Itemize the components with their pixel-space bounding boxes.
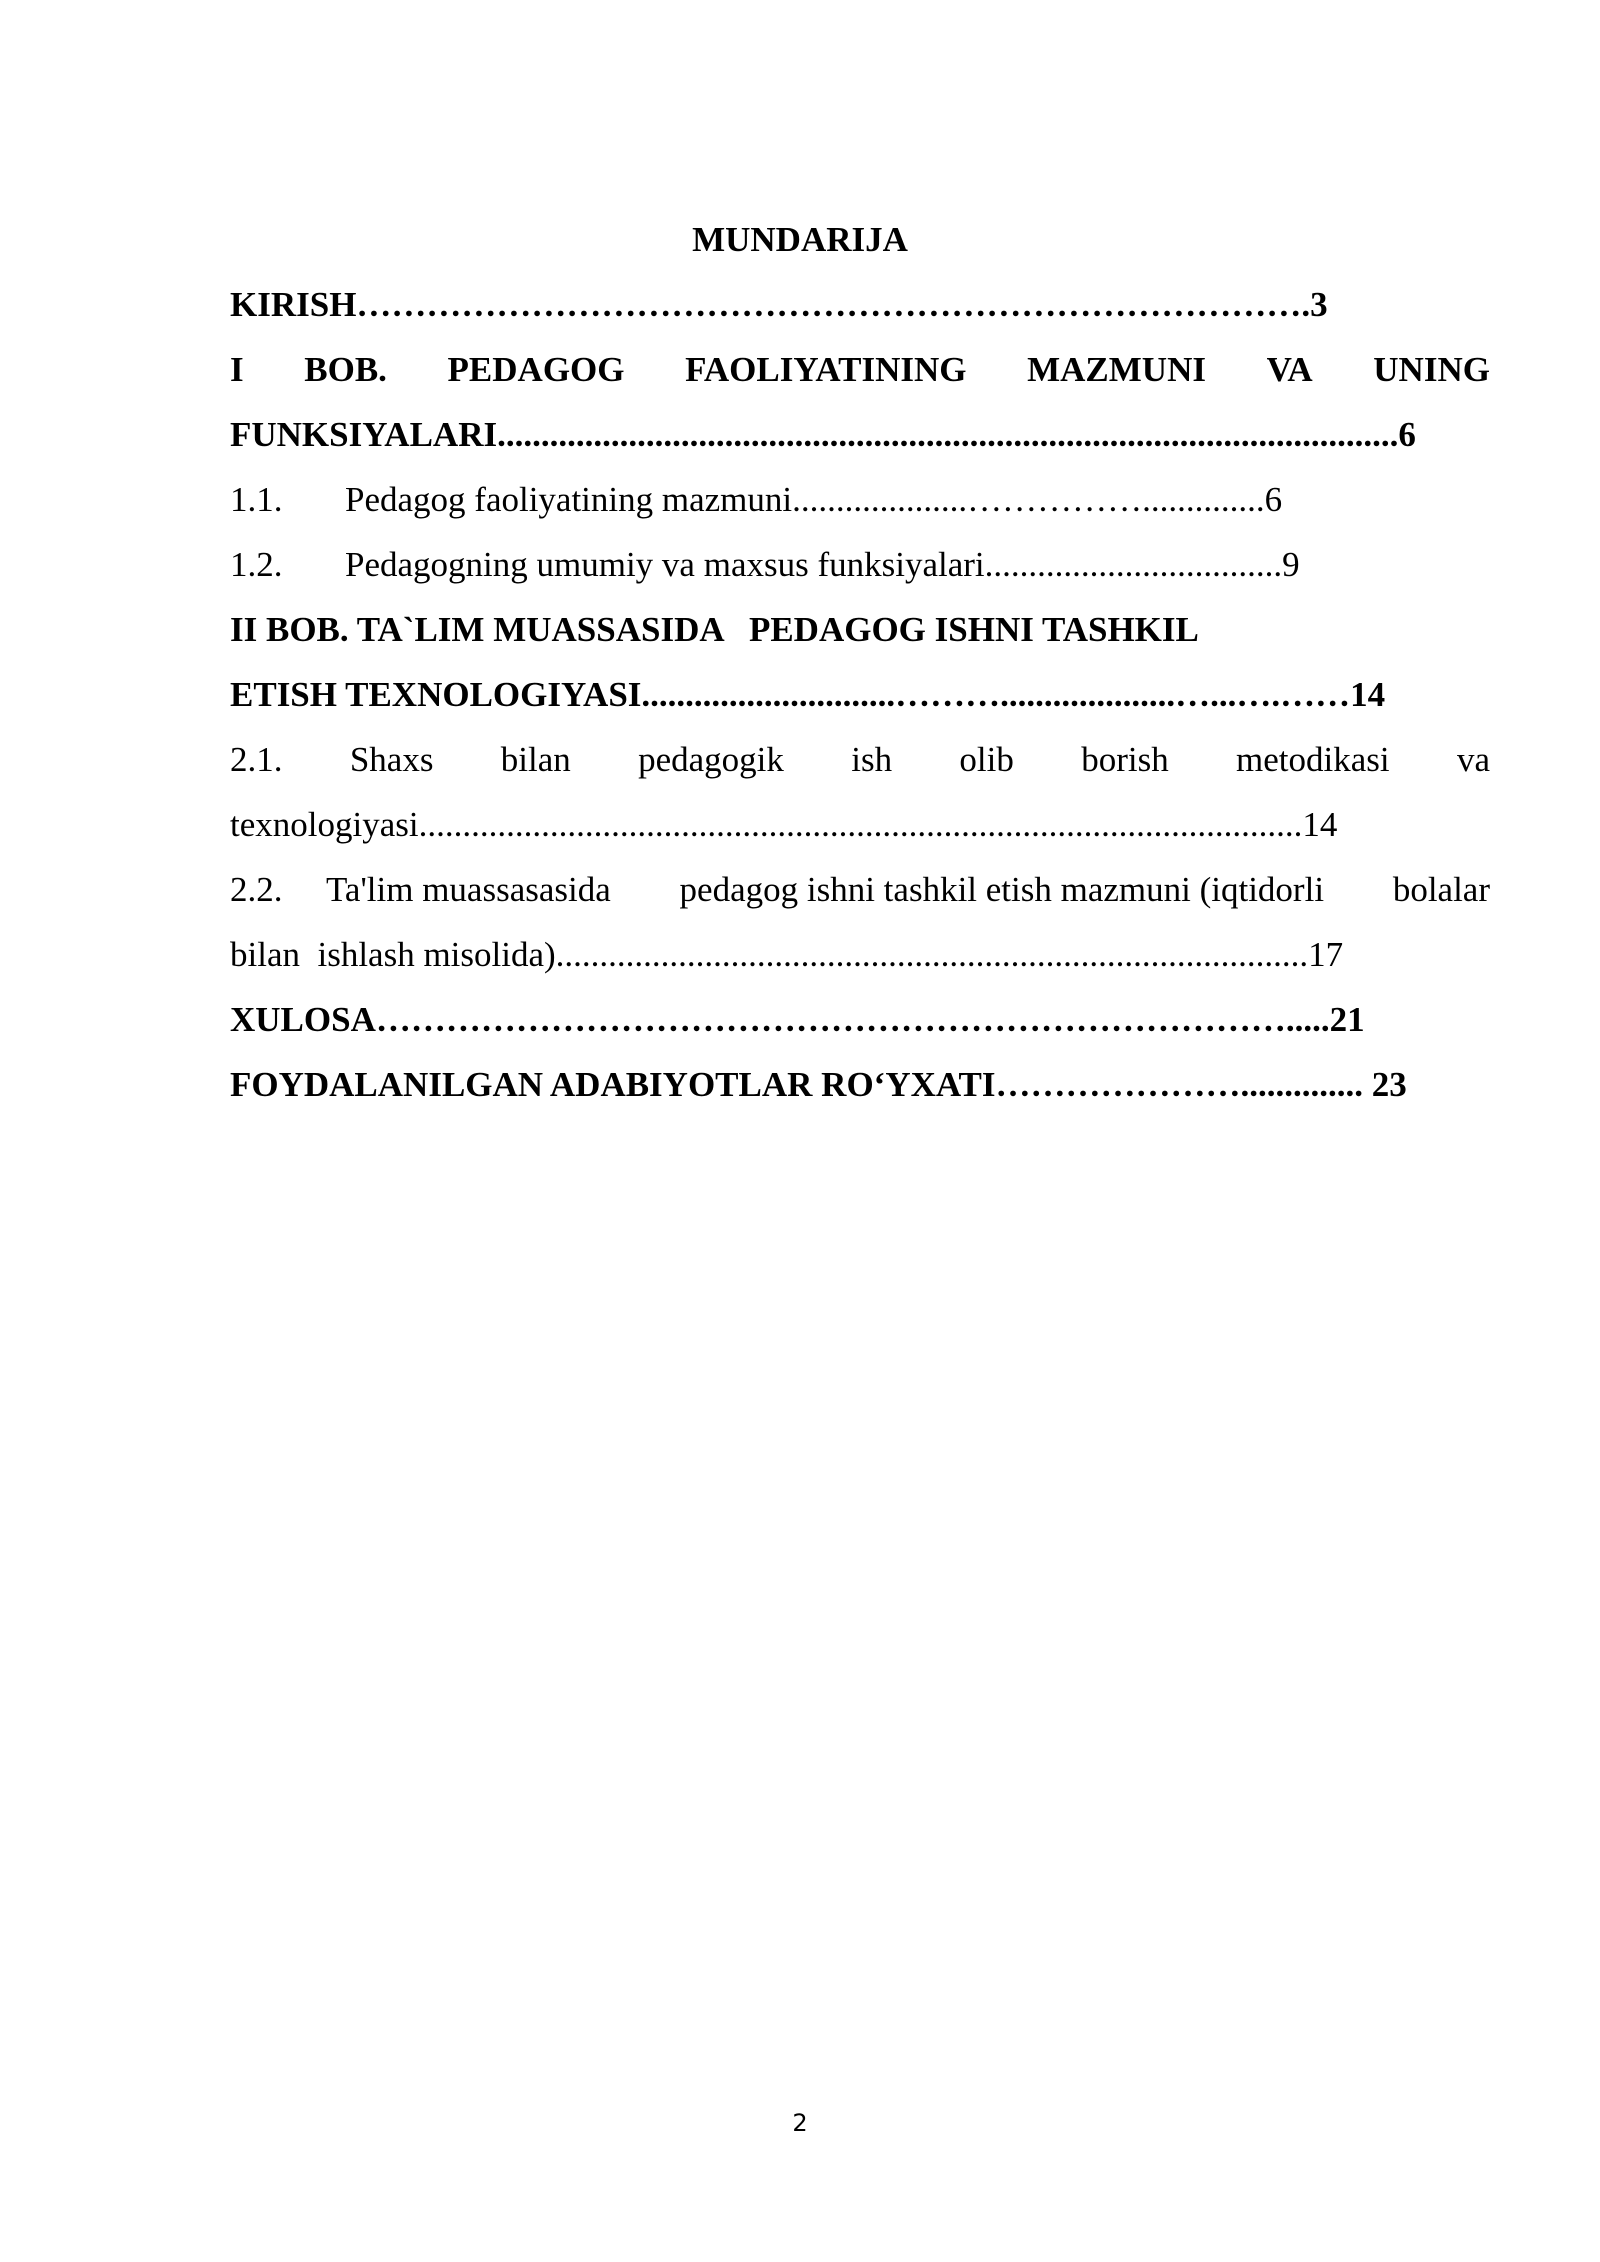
toc-title: MUNDARIJA: [692, 220, 908, 259]
toc-entry-adabiyotlar: FOYDALANILGAN ADABIYOTLAR RO‘YXATI………………….............. 23: [230, 1065, 1407, 1104]
section-number: 1.2.: [230, 545, 283, 584]
toc-word: bilan: [500, 740, 571, 779]
toc-entry-section-2-1-line2: texnologiyasi.....................................................................................................14: [230, 805, 1338, 844]
section-number-and-words: [230, 868, 611, 912]
toc-word: MAZMUNI: [1027, 350, 1206, 389]
toc-word: Ta'lim muassasasida: [326, 870, 611, 909]
toc-word: 2.1.: [230, 740, 283, 779]
toc-word: olib: [959, 740, 1014, 779]
toc-word: ish: [851, 740, 893, 779]
toc-entry-bob2-line2: ETISH TEXNOLOGIYASI.............................………....................…...….……14: [230, 675, 1386, 714]
section-title: Pedagog faoliyatining mazmuni....................……………..............6: [345, 480, 1283, 519]
toc-entry-bob1-line2: FUNKSIYALARI.......................................................................................................6: [230, 415, 1416, 454]
toc-word: metodikasi: [1236, 740, 1390, 779]
toc-entry-bob2-line1: II BOB. TA`LIM MUASSASIDA PEDAGOG ISHNI TASHKIL: [230, 610, 1199, 649]
toc-entry-section-2-1-line1: [230, 738, 1490, 782]
toc-word: pedagog ishni tashkil etish mazmuni (iqtidorli: [679, 870, 1325, 909]
toc-entry-xulosa: XULOSA…………………………………………………………………….....21: [230, 1000, 1365, 1039]
toc-entry-bob1-line1: [230, 348, 1490, 392]
toc-entry-section-2-2-line2: bilan ishlash misolida)......................................................................................17: [230, 935, 1344, 974]
toc-word: PEDAGOG: [447, 350, 625, 389]
toc-entry-section-1-1: [230, 478, 1490, 522]
toc-word: Shaxs: [349, 740, 434, 779]
toc-entry-section-1-2: [230, 543, 1490, 587]
toc-word: va: [1456, 740, 1490, 779]
toc-word: I: [230, 350, 244, 389]
section-number: 2.2.: [230, 870, 283, 909]
toc-word: borish: [1081, 740, 1169, 779]
toc-word: VA: [1266, 350, 1313, 389]
section-number: 1.1.: [230, 480, 283, 519]
page-number: 2: [792, 2109, 808, 2137]
section-title: Pedagogning umumiy va maxsus funksiyalari..................................9: [345, 545, 1300, 584]
toc-entry-kirish: KIRISH……………………………………………………………………….3: [230, 285, 1328, 324]
toc-word: pedagogik: [638, 740, 784, 779]
toc-word: UNING: [1373, 350, 1490, 389]
toc-word: bolalar: [1392, 870, 1490, 909]
toc-entry-section-2-2-line1: [230, 868, 1490, 912]
toc-word: FAOLIYATINING: [685, 350, 967, 389]
toc-word: BOB.: [304, 350, 387, 389]
